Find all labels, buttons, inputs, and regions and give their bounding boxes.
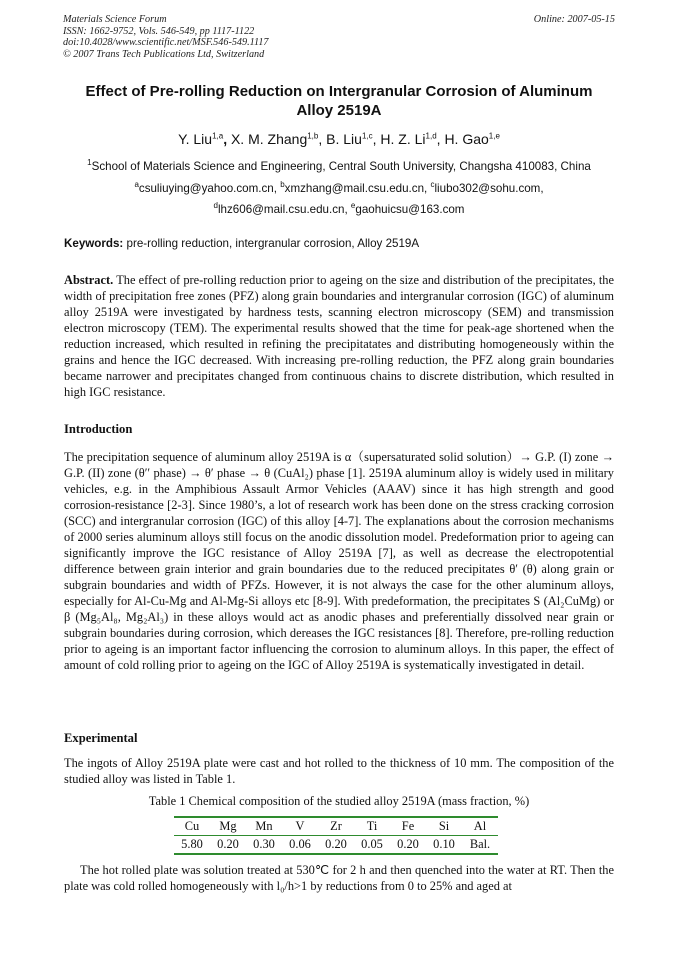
keywords-label: Keywords: (64, 237, 124, 250)
affiliation: $^1$School of Materials Science and Engineering, Central South University, Changsha 410083, China (87, 158, 591, 173)
introduction-text: The precipitation sequence of aluminum alloy 2519A is α（supersaturated solid solution）→ G.P. (I) zone → G.P. (II) zone (θ′′ phase) → θ′ phase → θ (CuAl₂) phase [1]. 2519A aluminum alloy is widely used in military vehicles, e.g. in the Amphibious Assault Armor Vehicles (AAAV) since it has high strength and good corrosion-resistance [2-3]. Since 1980’s, a lot of research work has been done on the stress cracking corrosion (SCC) and intergranular corrosion (IGC) of this alloy [4-7]. The explanations about the corrosion mechanisms of 2000 series aluminum alloys still focus on the anodic dissolution model. Predeformation prior to ageing can significantly improve the IGC resistance of Alloy 2519A [7], as well as decrease the electropotential difference between grain interior and grain boundaries due to the reduced precipitates θ′ (θ) along grain or subgrain boundaries and width of PFZs. However, it is not always the case for the other aluminum alloys, especially for Al-Cu-Mg and Al-Mg-Si alloys etc [8-9]. With predeformation, the precipitates S (Al₂CuMg) or β (Mg₅Al₈, Mg₂Al₃) in these alloys would act as anodic phases and preferentially dissolved near grain or subgrain boundaries during corrosion, which dereases the IGC resistances [8]. Therefore, pre-rolling reduction prior to ageing is an important factor influencing the corrosion to aluminum alloys. In this paper, the effect of amount of cold rolling prior to ageing on the IGC of Alloy 2519A is systematically investigated in detail. (64, 450, 614, 672)
table-header-cell: Mn (246, 817, 282, 836)
table-header-cell: V (282, 817, 318, 836)
author-list (50, 131, 628, 147)
table-header-cell: Ti (354, 817, 390, 836)
email: gaohuicsu@163.com (355, 202, 465, 216)
author: H. Z. Li$^{1,d}$, (380, 131, 441, 147)
author: X. M. Zhang$^{1,b}$, (230, 131, 323, 147)
keywords-text: pre-rolling reduction, intergranular corrosion, Alloy 2519A (126, 237, 420, 250)
table-row (174, 836, 498, 855)
journal-name: Materials Science Forum (63, 14, 167, 25)
table-cell: 5.80 (174, 836, 210, 855)
section-heading-introduction: Introduction (64, 422, 133, 436)
email: csuliuying@yahoo.com.cn, (138, 181, 281, 195)
table-cell: 0.30 (246, 836, 282, 855)
online-date: Online: 2007-05-15 (533, 14, 615, 25)
title-line-1: Effect of Pre-rolling Reduction on Intergranular Corrosion of Aluminum (85, 83, 593, 100)
section-heading-experimental: Experimental (64, 731, 138, 745)
table-cell: 0.20 (318, 836, 354, 855)
table-cell: 0.20 (210, 836, 246, 855)
table-header-cell: Mg (210, 817, 246, 836)
table-cell: 0.05 (354, 836, 390, 855)
abstract-text: The effect of pre-rolling reduction prior to ageing on the size and distribution of the precipitates, the width of precipitation free zones (PFZ) along grain boundaries and intergranular corrosion (IGC) of aluminum alloy 2519A were investigated by hardness tests, scanning electron microscopy (SEM) and transmission electron microscopy (TEM). The experimental results showed that the time for peak-age shortened when the reduction increased, which resulted in refining the precipitatates and distributing homogeneously within the grains and hence the IGC decreased. With increasing pre-rolling reduction, the PFZ along grain boundaries became narrower and precipitates changed from continuous chains to discrete distribution, which resulted in high IGC resistance. (64, 273, 614, 399)
table-header-cell: Si (426, 817, 462, 836)
table-header-cell: Zr (318, 817, 354, 836)
table-header-cell: Cu (174, 817, 210, 836)
body-paragraph: The hot rolled plate was solution treated at 530℃ for 2 h and then quenched into the water at RT. Then the plate was cold rolled homogeneously with l₀/h>1 by reductions from 0 to 25% and aged at (64, 863, 614, 893)
copyright-line: © 2007 Trans Tech Publications Ltd, Switzerland (63, 48, 265, 60)
email: lhz606@mail.csu.edu.cn, (217, 202, 351, 216)
table-cell: Bal. (462, 836, 498, 855)
paper-title (50, 82, 628, 120)
table-cell: 0.20 (390, 836, 426, 855)
table-header-cell: Al (462, 817, 498, 836)
email: liubo302@sohu.com, (434, 181, 544, 195)
email-line-2: $^d$lhz606@mail.csu.edu.cn, $^e$gaohuicsu@163.com (213, 201, 465, 216)
journal-header (63, 14, 269, 60)
email-line-1: $^a$csuliuying@yahoo.com.cn, $^b$xmzhang@mail.csu.edu.cn, $^c$liubo302@sohu.com, (134, 180, 544, 195)
abstract (64, 272, 614, 400)
table-caption: Table 1 Chemical composition of the studied alloy 2519A (mass fraction, %) (148, 794, 530, 808)
abstract-label: Abstract. (64, 273, 114, 287)
author: B. Liu$^{1,c}$, (326, 131, 377, 147)
table-cell: 0.06 (282, 836, 318, 855)
author: H. Gao$^{1,e}$ (444, 131, 500, 147)
table-cell: 0.10 (426, 836, 462, 855)
author: Y. Liu$^{1,a}$, (178, 131, 228, 147)
keywords (64, 237, 419, 250)
email: xmzhang@mail.csu.edu.cn, (284, 181, 431, 195)
issn-line: ISSN: 1662-9752, Vols. 546-549, pp 1117-1122 (63, 25, 255, 37)
composition-table (174, 816, 498, 855)
experimental-text: The ingots of Alloy 2519A plate were cast and hot rolled to the thickness of 10 mm. The composition of the studied alloy was listed in Table 1. (64, 756, 614, 786)
title-line-2: Alloy 2519A (296, 102, 382, 119)
table-header-row (174, 817, 498, 836)
table-header-cell: Fe (390, 817, 426, 836)
doi-line: doi:10.4028/www.scientific.net/MSF.546-549.1117 (63, 37, 269, 48)
